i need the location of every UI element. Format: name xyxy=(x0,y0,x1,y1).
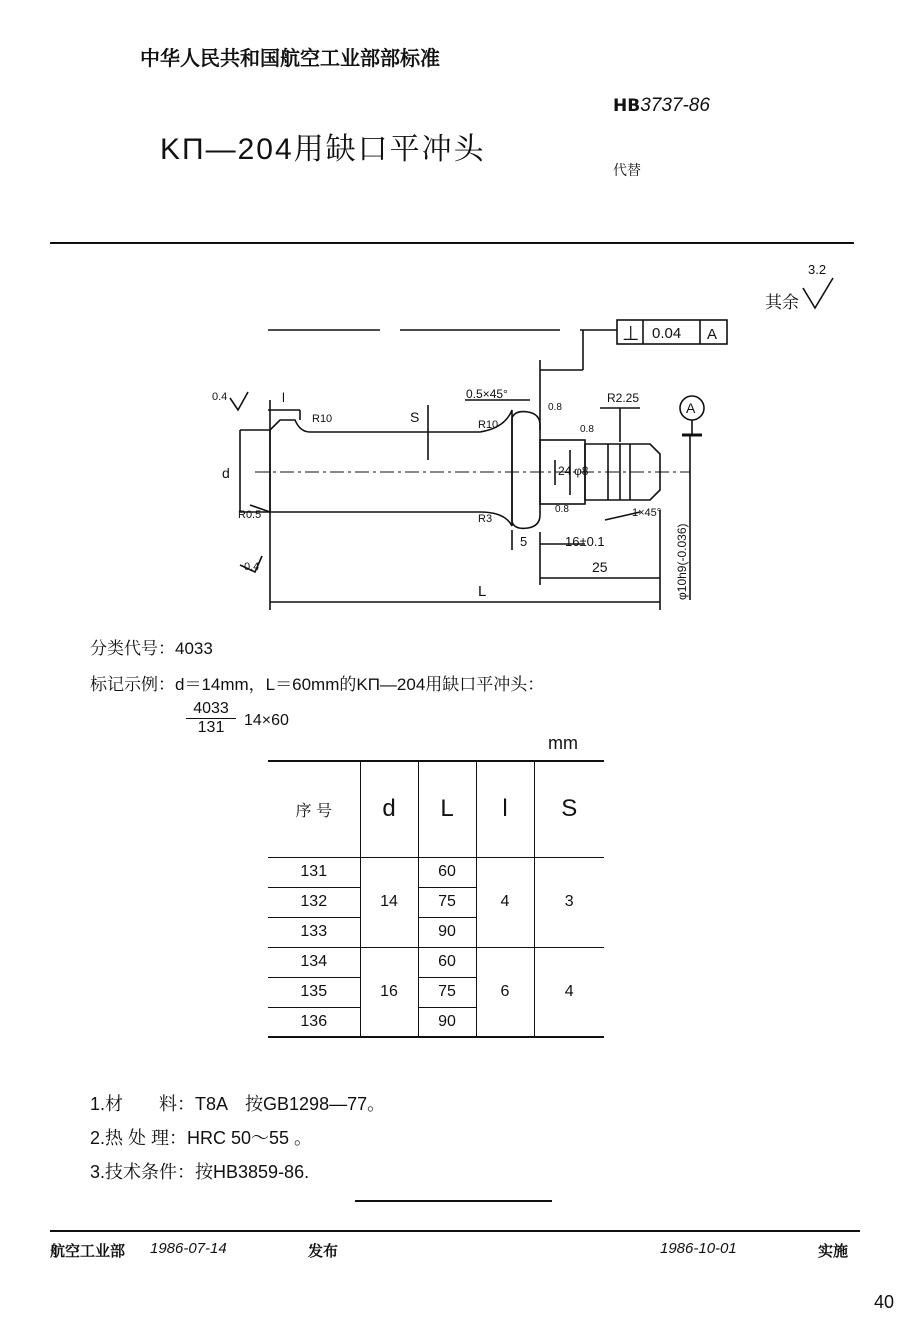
note-technical-conditions xyxy=(90,1158,309,1184)
fraction-top: 4033 xyxy=(186,700,236,719)
label-l: l xyxy=(282,390,285,405)
label-dim5: 5 xyxy=(520,534,528,549)
classification-code xyxy=(90,634,213,659)
note-material-value: T8A 按GB1298—77。 xyxy=(195,1094,386,1114)
replaces-label: 代替 xyxy=(613,163,641,179)
cell-L: 75 xyxy=(418,887,476,917)
note-tech-value: 按HB3859-86. xyxy=(195,1162,310,1182)
cell-L: 75 xyxy=(418,977,476,1007)
label-r10b: R10 xyxy=(478,419,499,431)
cell-l: 4 xyxy=(476,857,534,947)
label-chamfer-top: 0.5×45° xyxy=(466,387,508,401)
cell-L: 90 xyxy=(418,917,476,947)
cell-no: 135 xyxy=(268,977,360,1007)
label-r2-25: R2.25 xyxy=(607,391,640,405)
label-r0-4: 0.4 xyxy=(212,391,228,403)
label-dim-l: L xyxy=(478,583,487,600)
label-r0-8: 0.8 xyxy=(548,402,562,413)
cell-no: 134 xyxy=(268,947,360,977)
cell-L: 60 xyxy=(418,947,476,977)
marking-example-label: 标记示例： xyxy=(90,675,175,694)
label-dim24: 24 xyxy=(558,464,572,478)
marking-example xyxy=(90,670,544,695)
label-s: S xyxy=(410,409,420,425)
tolerance-value: 0.04 xyxy=(652,325,682,342)
label-d: d xyxy=(222,465,230,481)
classification-code-value: 4033 xyxy=(175,639,213,658)
footer-implementation-label: 实施 xyxy=(818,1242,849,1260)
cell-no: 136 xyxy=(268,1007,360,1037)
surface-finish-symbol xyxy=(803,278,833,308)
footer-issue-label: 发布 xyxy=(308,1242,339,1260)
org-standard-title: 中华人民共和国航空工业部部标准 xyxy=(140,46,440,70)
datum-label: A xyxy=(686,400,696,416)
note-heat-value: HRC 50～55 。 xyxy=(187,1128,313,1148)
header-L: L xyxy=(418,761,476,857)
header-divider xyxy=(50,242,854,244)
cell-no: 132 xyxy=(268,887,360,917)
cell-L: 90 xyxy=(418,1007,476,1037)
label-dim16: 16±0.1 xyxy=(565,534,605,549)
table-header-row xyxy=(268,761,604,857)
label-chamfer-1x45: 1×45° xyxy=(632,507,662,519)
marking-fraction xyxy=(186,700,236,737)
cell-no: 133 xyxy=(268,917,360,947)
label-r10a: R10 xyxy=(312,413,333,425)
note-heat-treatment xyxy=(90,1124,312,1150)
document-title: KП—204用缺口平冲头 xyxy=(160,133,486,166)
label-r0-8b: 0.8 xyxy=(580,424,594,435)
standard-prefix: HB xyxy=(613,96,641,116)
notes-divider xyxy=(355,1200,552,1202)
tolerance-datum: A xyxy=(707,326,718,343)
marking-example-text: d＝14mm，L＝60mm的KП—204用缺口平冲头： xyxy=(175,675,545,694)
cell-l: 6 xyxy=(476,947,534,1037)
shaft-outline xyxy=(270,410,512,526)
note-tech-label: 3.技术条件： xyxy=(90,1162,196,1182)
label-dim25: 25 xyxy=(592,559,608,575)
note-material-label: 1.材 料： xyxy=(90,1094,196,1114)
header-no: 序 号 xyxy=(268,761,360,857)
standard-number: 3737-86 xyxy=(640,95,710,116)
footer-issue-date: 1986-07-14 xyxy=(150,1240,227,1257)
tolerance-symbol: ⊥ xyxy=(622,323,640,345)
header-S: S xyxy=(561,795,578,823)
label-r0-4b: 0.4 xyxy=(244,561,260,573)
flange-outline xyxy=(512,412,540,529)
cell-S: 3 xyxy=(564,893,574,910)
cell-L: 60 xyxy=(418,857,476,887)
table-unit: mm xyxy=(548,733,578,753)
header-d: d xyxy=(360,761,418,857)
cell-d: 14 xyxy=(360,857,418,947)
note-heat-label: 2.热 处 理： xyxy=(90,1128,188,1148)
table-row xyxy=(268,947,604,977)
label-r3: R3 xyxy=(478,513,493,525)
footer-implementation-date: 1986-10-01 xyxy=(660,1240,737,1257)
page-number: 40 xyxy=(874,1292,895,1312)
fraction-suffix: 14×60 xyxy=(244,712,289,729)
table-row xyxy=(268,857,604,887)
note-material xyxy=(90,1090,385,1116)
technical-drawing xyxy=(0,250,913,620)
fraction-bottom: 131 xyxy=(197,719,225,736)
header-l: l xyxy=(476,761,534,857)
label-dim-phi10: φ10h9(-0.036) xyxy=(675,523,689,600)
cell-S: 4 xyxy=(564,982,574,1000)
surface-rest-value: 3.2 xyxy=(808,262,827,277)
standard-code xyxy=(613,95,710,117)
cell-d: 16 xyxy=(360,947,418,1037)
cell-no: 131 xyxy=(268,857,360,887)
label-r0-5: R0.5 xyxy=(238,509,262,521)
label-r0-8c: 0.8 xyxy=(555,504,569,515)
footer-divider xyxy=(50,1230,860,1232)
classification-code-label: 分类代号： xyxy=(90,639,175,658)
parameter-table xyxy=(268,760,604,1038)
label-dim8: φ8 xyxy=(574,464,589,478)
surface-rest-label: 其余 xyxy=(765,293,799,312)
footer-department: 航空工业部 xyxy=(50,1242,126,1260)
